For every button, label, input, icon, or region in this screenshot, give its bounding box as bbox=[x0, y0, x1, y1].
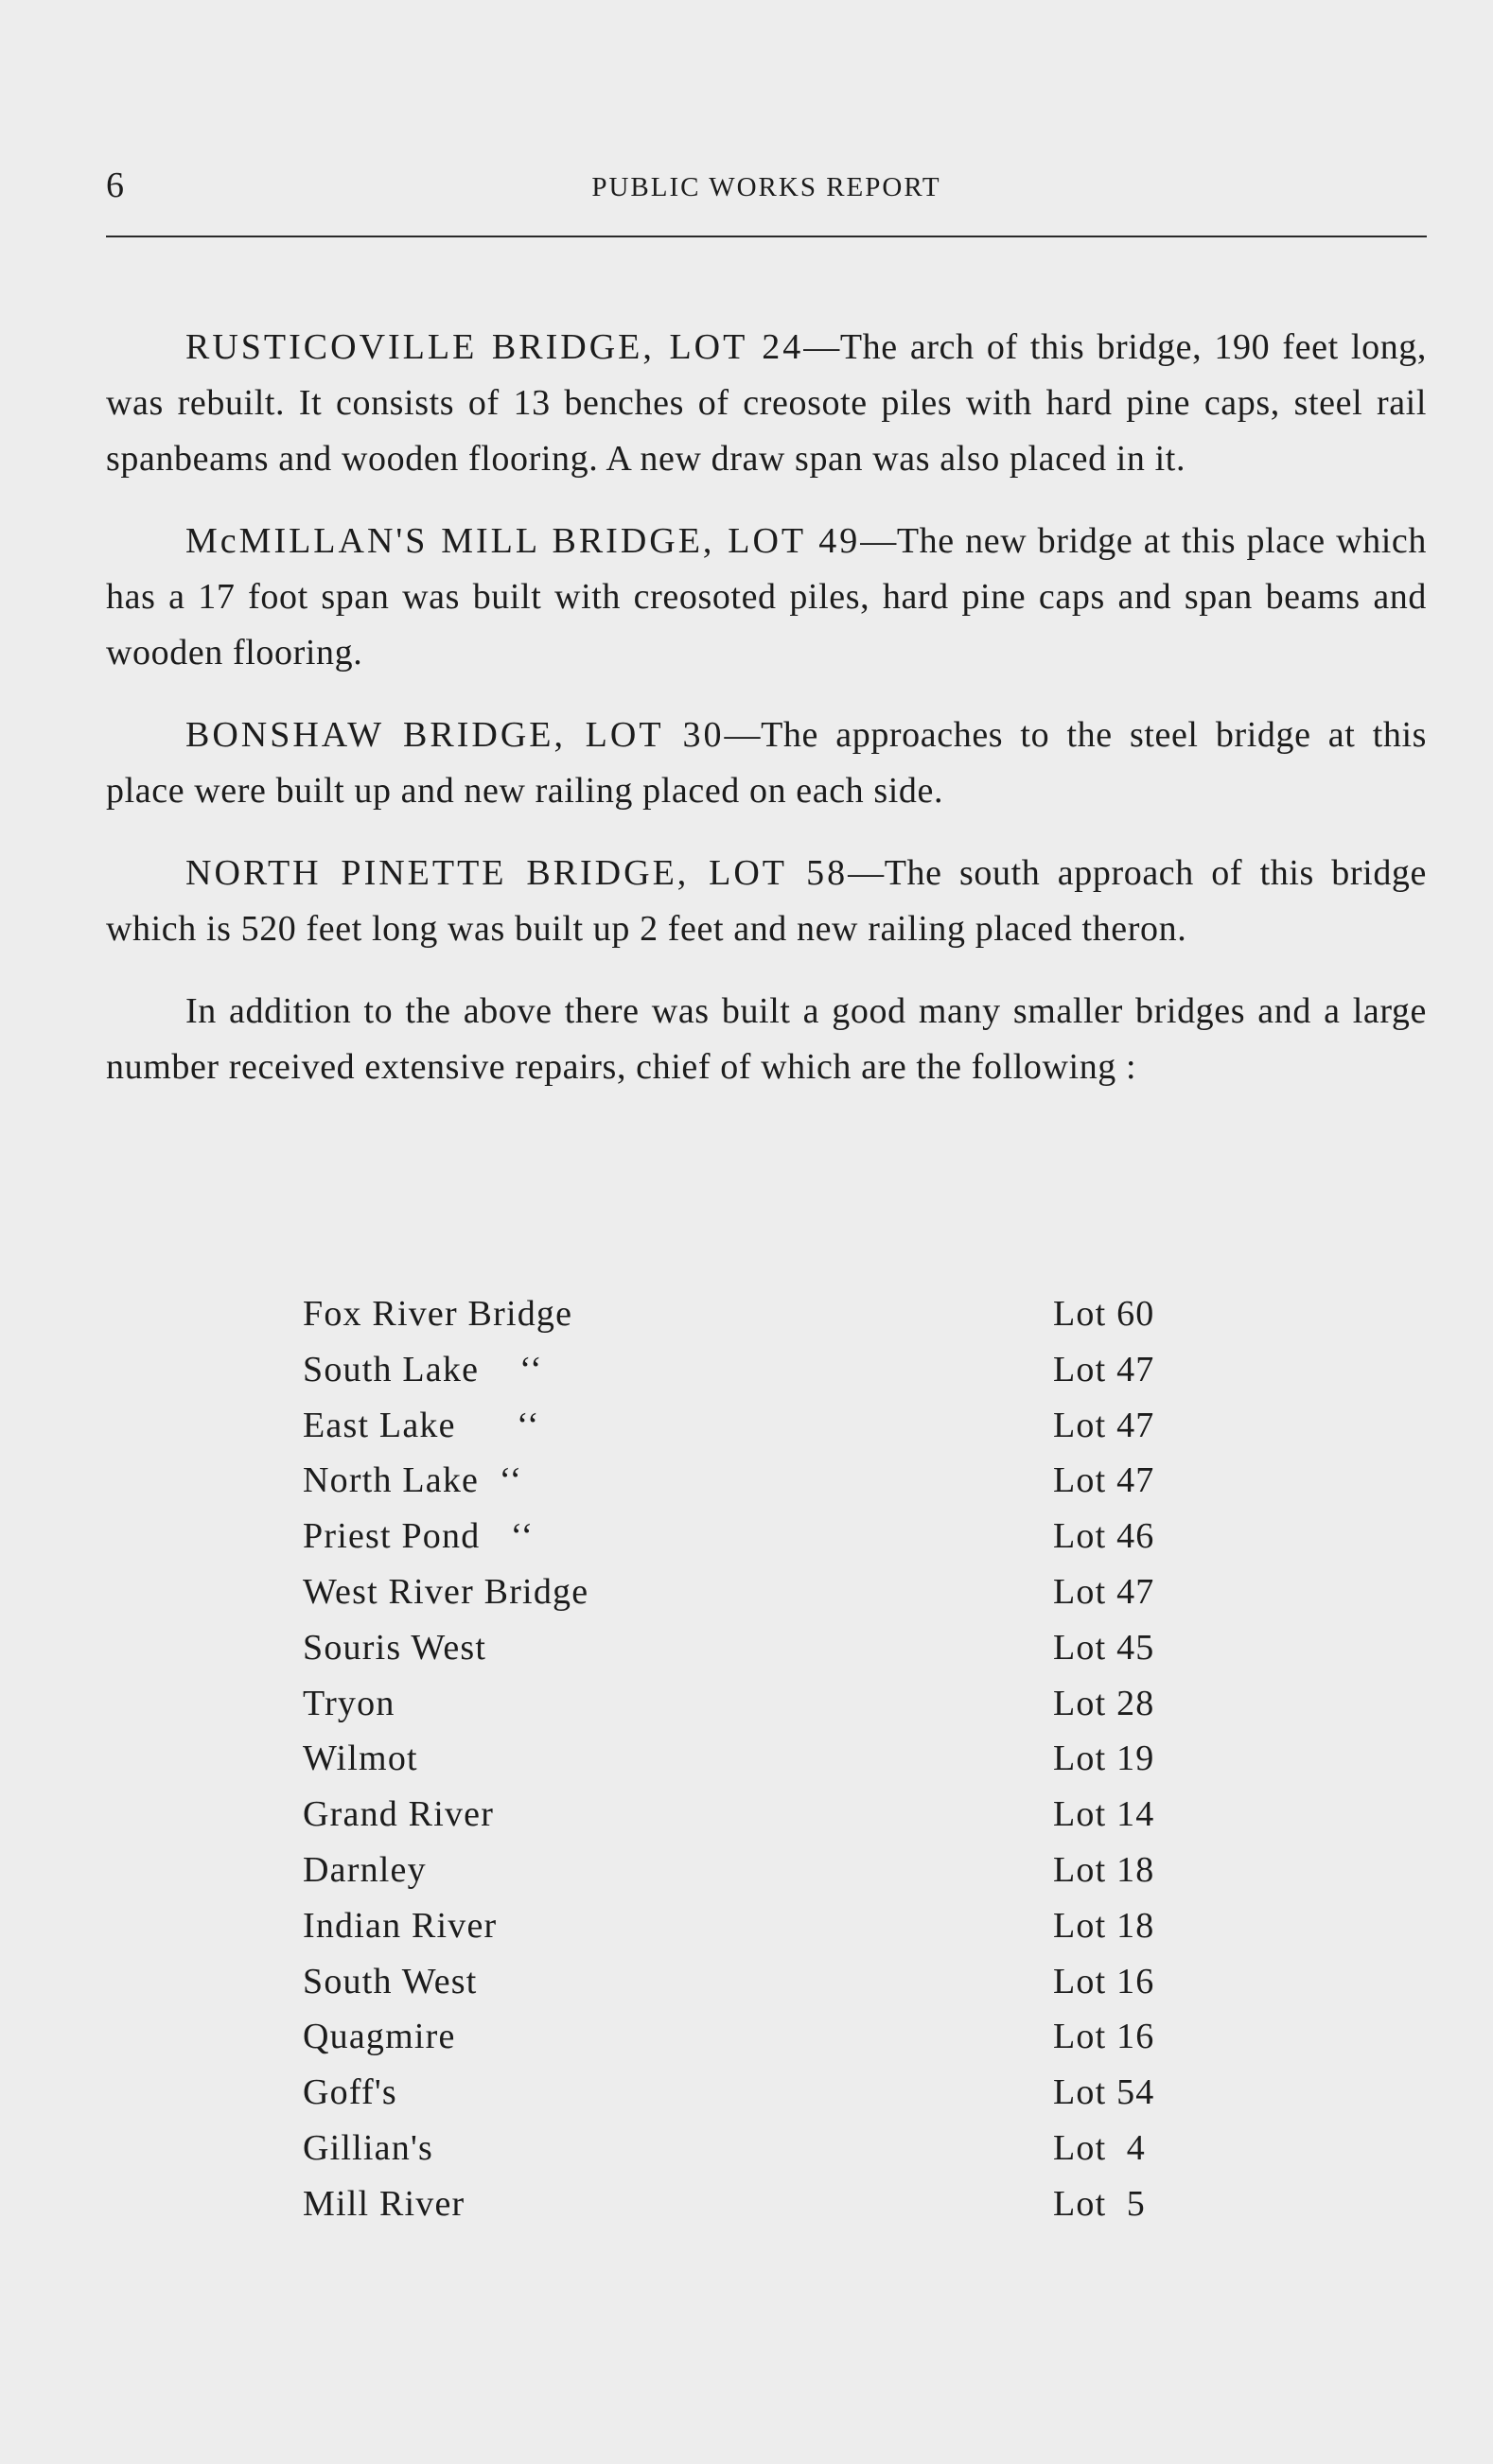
paragraph-text: —The approaches to the steel bridge at this place were built up and new railing placed on each side. bbox=[106, 715, 1427, 811]
page-header bbox=[106, 163, 1427, 208]
paragraph-heading: RUSTICOVILLE BRIDGE, LOT 24 bbox=[185, 327, 804, 367]
list-item bbox=[303, 2121, 1211, 2176]
bridge-lot: Lot 18 bbox=[1053, 1905, 1155, 1946]
list-item bbox=[303, 1286, 1211, 1342]
body-text bbox=[106, 320, 1427, 1137]
list-item bbox=[303, 2176, 1211, 2232]
bridge-lot: Lot 47 bbox=[1053, 1349, 1155, 1389]
list-item bbox=[303, 1676, 1211, 1732]
paragraph-mcmillans-mill-bridge bbox=[106, 514, 1427, 681]
list-item bbox=[303, 2065, 1211, 2121]
page-number: 6 bbox=[106, 166, 124, 205]
bridge-lot: Lot 18 bbox=[1053, 1849, 1155, 1890]
list-item bbox=[303, 1787, 1211, 1843]
bridge-lot: Lot 16 bbox=[1053, 2017, 1155, 2057]
list-item bbox=[303, 1453, 1211, 1509]
bridge-name: Souris West bbox=[303, 1627, 487, 1668]
bridge-lot: Lot 4 bbox=[1053, 2127, 1146, 2168]
bridge-lot: Lot 45 bbox=[1053, 1627, 1155, 1668]
paragraph-heading: BONSHAW BRIDGE, LOT 30 bbox=[185, 715, 725, 755]
bridge-lot: Lot 47 bbox=[1053, 1405, 1155, 1445]
list-item bbox=[303, 1731, 1211, 1787]
bridge-name: Priest Pond ‘‘ bbox=[303, 1516, 535, 1557]
bridge-lot: Lot 54 bbox=[1053, 2072, 1155, 2113]
header-rule bbox=[106, 236, 1427, 237]
bridge-lot: Lot 28 bbox=[1053, 1683, 1155, 1723]
list-item bbox=[303, 1843, 1211, 1898]
bridge-name: Quagmire bbox=[303, 2017, 456, 2057]
paragraph-heading: NORTH PINETTE BRIDGE, LOT 58 bbox=[185, 853, 849, 893]
bridge-list bbox=[303, 1286, 1211, 2232]
bridge-name: West River Bridge bbox=[303, 1571, 589, 1612]
bridge-name: Indian River bbox=[303, 1905, 498, 1946]
list-item bbox=[303, 1954, 1211, 2010]
list-item bbox=[303, 1398, 1211, 1454]
bridge-name: Grand River bbox=[303, 1794, 495, 1835]
list-item bbox=[303, 1620, 1211, 1676]
list-item bbox=[303, 2009, 1211, 2065]
bridge-name: South West bbox=[303, 1961, 478, 2001]
paragraph-text: —The south approach of this bridge which is 520 feet long was built up 2 feet and new railing placed theron. bbox=[106, 853, 1427, 949]
list-item bbox=[303, 1898, 1211, 1954]
bridge-lot: Lot 46 bbox=[1053, 1516, 1155, 1557]
bridge-name: North Lake ‘‘ bbox=[303, 1460, 523, 1501]
paragraph-intro: In addition to the above there was built a good many smaller bridges and a large number received extensive repairs, chief of which are the following : bbox=[106, 991, 1427, 1087]
paragraph-bonshaw-bridge bbox=[106, 708, 1427, 819]
bridge-lot: Lot 5 bbox=[1053, 2183, 1146, 2224]
list-item bbox=[303, 1342, 1211, 1398]
bridge-lot: Lot 14 bbox=[1053, 1794, 1155, 1835]
paragraph-heading: McMILLAN'S MILL BRIDGE, LOT 49 bbox=[185, 521, 861, 561]
bridge-name: Goff's bbox=[303, 2072, 397, 2113]
bridge-lot: Lot 16 bbox=[1053, 1961, 1155, 2001]
paragraph-text: —The new bridge at this place which has a 17 foot span was built with creosoted piles, hard pine caps and span beams and wooden flooring. bbox=[106, 521, 1427, 673]
bridge-name: South Lake ‘‘ bbox=[303, 1349, 543, 1389]
bridge-lot: Lot 47 bbox=[1053, 1571, 1155, 1612]
bridge-lot: Lot 47 bbox=[1053, 1460, 1155, 1501]
bridge-name: Tryon bbox=[303, 1683, 395, 1723]
paragraph-rusticoville-bridge bbox=[106, 320, 1427, 487]
bridge-name: Mill River bbox=[303, 2183, 465, 2224]
list-item bbox=[303, 1564, 1211, 1620]
bridge-name: Wilmot bbox=[303, 1739, 418, 1779]
list-item bbox=[303, 1509, 1211, 1564]
paragraph-text: —The arch of this bridge, 190 feet long, was rebuilt. It consists of 13 benches of creosote piles with hard pine caps, steel rail spanbeams and wooden flooring. A new draw span was also placed in it. bbox=[106, 327, 1427, 479]
bridge-lot: Lot 60 bbox=[1053, 1294, 1155, 1334]
bridge-name: Darnley bbox=[303, 1849, 427, 1890]
paragraph-north-pinette-bridge bbox=[106, 846, 1427, 957]
bridge-name: East Lake ‘‘ bbox=[303, 1405, 540, 1445]
bridge-name: Gillian's bbox=[303, 2127, 433, 2168]
running-head: PUBLIC WORKS REPORT bbox=[591, 172, 941, 202]
bridge-lot: Lot 19 bbox=[1053, 1739, 1155, 1779]
bridge-name: Fox River Bridge bbox=[303, 1294, 573, 1334]
